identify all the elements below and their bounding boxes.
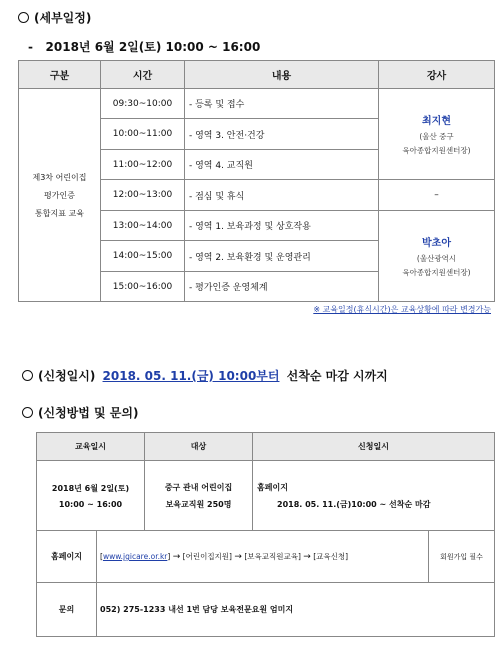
header-apply-date: 신청일시: [253, 433, 495, 461]
time-cell: 13:00~14:00: [101, 211, 185, 241]
time-cell: 15:00~16:00: [101, 272, 185, 302]
header-edu-date: 교육일시: [37, 433, 145, 461]
table-row: [37, 461, 495, 531]
homepage-path-cell: [www.jgicare.or.kr] → [어린이집지원] → [보육교직원교육] → [교육신청]: [97, 531, 429, 583]
inquiry-cell: 052) 275-1233 내선 1번 담당 보육전문요원 엄미지: [97, 583, 495, 637]
apply-start-date: 2018. 05. 11.(금) 10:00부터: [102, 369, 280, 383]
content-cell: - 영역 4. 교직원: [185, 150, 379, 180]
circle-bullet-icon: [18, 12, 29, 23]
content-cell: - 영역 3. 안전·건강: [185, 119, 379, 150]
instructor-cell-1: 최지현 (울산 중구 육아종합지원센터장): [379, 89, 495, 180]
header-target: 대상: [145, 433, 253, 461]
content-cell: - 영역 1. 보육과정 및 상호작용: [185, 211, 379, 241]
content-cell: - 등록 및 접수: [185, 89, 379, 119]
edu-date-cell: 2018년 6월 2일(토) 10:00 ~ 16:00: [37, 461, 145, 531]
table-row: [37, 531, 495, 583]
schedule-header-row: [19, 61, 495, 89]
table-row: [19, 89, 495, 119]
header-time: 시간: [101, 61, 185, 89]
apply-date-cell: 홈페이지 2018. 05. 11.(금)10:00 ~ 선착순 마감: [253, 461, 495, 531]
inquiry-label-cell: 문의: [37, 583, 97, 637]
circle-bullet-icon: [22, 370, 33, 381]
schedule-note: ※ 교육일정(휴식시간)은 교육상황에 따라 변경가능: [313, 305, 491, 314]
time-cell: 11:00~12:00: [101, 150, 185, 180]
homepage-link[interactable]: www.jgicare.or.kr: [102, 552, 168, 561]
instructor-cell-2: 박초아 (울산광역시 육아종합지원센터장): [379, 211, 495, 302]
schedule-table: [18, 60, 495, 302]
signup-note-cell: 회원가입 필수: [429, 531, 495, 583]
time-cell: 14:00~15:00: [101, 241, 185, 272]
section-heading-method: (신청방법 및 문의): [22, 404, 138, 421]
homepage-label-cell: 홈페이지: [37, 531, 97, 583]
instructor-cell-break: –: [379, 180, 495, 211]
time-cell: 09:30~10:00: [101, 89, 185, 119]
header-content: 내용: [185, 61, 379, 89]
apply-deadline-text: 선착순 마감 시까지: [286, 369, 388, 383]
time-cell: 12:00~13:00: [101, 180, 185, 211]
content-cell: - 점심 및 휴식: [185, 180, 379, 211]
target-cell: 중구 관내 어린이집 보육교직원 250명: [145, 461, 253, 531]
category-cell: 제3차 어린이집 평가인증 통합지표 교육: [19, 89, 101, 302]
application-header-row: [37, 433, 495, 461]
circle-bullet-icon: [22, 407, 33, 418]
table-row: [37, 583, 495, 637]
content-cell: - 영역 2. 보육환경 및 운영관리: [185, 241, 379, 272]
schedule-date-line: - 2018년 6월 2일(토) 10:00 ~ 16:00: [28, 40, 261, 54]
section-heading-schedule: (세부일정): [18, 9, 91, 26]
application-table: [36, 432, 495, 637]
header-instructor: 강사: [379, 61, 495, 89]
content-cell: - 평가인증 운영체계: [185, 272, 379, 302]
time-cell: 10:00~11:00: [101, 119, 185, 150]
header-category: 구분: [19, 61, 101, 89]
section-heading-apply-date: (신청일시) 2018. 05. 11.(금) 10:00부터 선착순 마감 시까지: [22, 367, 388, 384]
